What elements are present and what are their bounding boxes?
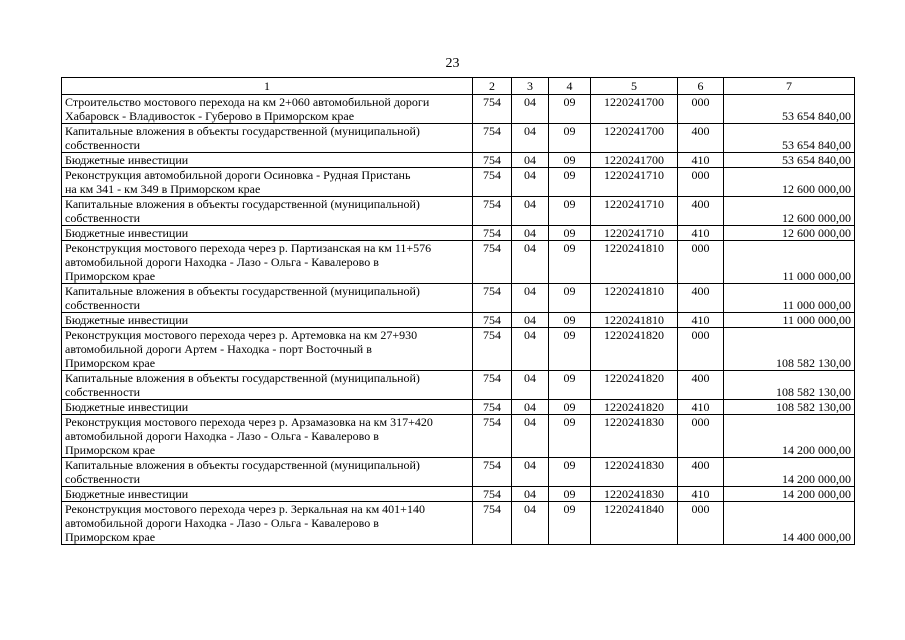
amount-cell: 53 654 840,00 [724, 124, 855, 153]
code-cell-c5: 1220241710 [591, 226, 678, 241]
row-name-line: Капитальные вложения в объекты государственной (муниципальной) [65, 124, 420, 138]
code-cell-c4: 09 [549, 241, 591, 284]
row-name-cell [62, 400, 473, 415]
table-row [62, 168, 855, 197]
code-cell-c4: 09 [549, 487, 591, 502]
code-cell-c6: 400 [678, 197, 724, 226]
code-cell-c2: 754 [473, 415, 512, 458]
code-cell-c5: 1220241810 [591, 284, 678, 313]
amount-cell: 11 000 000,00 [724, 313, 855, 328]
amount-cell: 11 000 000,00 [724, 241, 855, 284]
row-name-line: Бюджетные инвестиции [65, 313, 189, 327]
row-name-line: Капитальные вложения в объекты государственной (муниципальной) [65, 197, 420, 211]
code-cell-c2: 754 [473, 502, 512, 545]
code-cell-c2: 754 [473, 371, 512, 400]
row-name-line: Бюджетные инвестиции [65, 153, 189, 167]
column-header: 1 [62, 78, 473, 95]
code-cell-c4: 09 [549, 197, 591, 226]
code-cell-c5: 1220241710 [591, 168, 678, 197]
code-cell-c2: 754 [473, 284, 512, 313]
row-name-cell [62, 415, 473, 458]
row-name-line: Приморском крае [65, 356, 156, 370]
amount-cell: 14 400 000,00 [724, 502, 855, 545]
table-row [62, 458, 855, 487]
code-cell-c4: 09 [549, 313, 591, 328]
row-name-cell [62, 226, 473, 241]
row-name-line: собственности [65, 211, 141, 225]
code-cell-c3: 04 [512, 487, 549, 502]
row-name-line: автомобильной дороги Находка - Лазо - Ольга - Кавалерово в [65, 516, 379, 530]
table-row [62, 153, 855, 168]
row-name-line: Реконструкция мостового перехода через р. Зеркальная на км 401+140 [65, 502, 425, 516]
code-cell-c4: 09 [549, 95, 591, 124]
code-cell-c5: 1220241700 [591, 95, 678, 124]
table-header-row [62, 78, 855, 95]
row-name-cell [62, 168, 473, 197]
table-row [62, 313, 855, 328]
row-name-cell [62, 313, 473, 328]
code-cell-c6: 000 [678, 415, 724, 458]
row-name-cell [62, 284, 473, 313]
row-name-line: Реконструкция мостового перехода через р. Арзамазовка на км 317+420 [65, 415, 433, 429]
row-name-line: Реконструкция мостового перехода через р. Артемовка на км 27+930 [65, 328, 418, 342]
code-cell-c5: 1220241700 [591, 124, 678, 153]
code-cell-c4: 09 [549, 124, 591, 153]
code-cell-c2: 754 [473, 458, 512, 487]
code-cell-c6: 400 [678, 284, 724, 313]
column-header: 7 [724, 78, 855, 95]
code-cell-c3: 04 [512, 241, 549, 284]
table-row [62, 226, 855, 241]
table-row [62, 197, 855, 226]
code-cell-c4: 09 [549, 371, 591, 400]
row-name-line: собственности [65, 385, 141, 399]
table-row [62, 124, 855, 153]
code-cell-c6: 410 [678, 226, 724, 241]
table-row [62, 95, 855, 124]
code-cell-c4: 09 [549, 328, 591, 371]
amount-cell: 12 600 000,00 [724, 226, 855, 241]
code-cell-c2: 754 [473, 328, 512, 371]
code-cell-c5: 1220241820 [591, 328, 678, 371]
column-header: 3 [512, 78, 549, 95]
code-cell-c3: 04 [512, 313, 549, 328]
code-cell-c3: 04 [512, 502, 549, 545]
row-name-cell [62, 153, 473, 168]
table-row [62, 371, 855, 400]
code-cell-c3: 04 [512, 124, 549, 153]
code-cell-c3: 04 [512, 153, 549, 168]
code-cell-c4: 09 [549, 458, 591, 487]
code-cell-c2: 754 [473, 400, 512, 415]
code-cell-c5: 1220241830 [591, 415, 678, 458]
code-cell-c6: 000 [678, 95, 724, 124]
table-row [62, 328, 855, 371]
code-cell-c3: 04 [512, 284, 549, 313]
row-name-line: автомобильной дороги Находка - Лазо - Ольга - Кавалерово в [65, 429, 379, 443]
code-cell-c3: 04 [512, 400, 549, 415]
code-cell-c5: 1220241820 [591, 400, 678, 415]
row-name-line: Приморском крае [65, 530, 156, 544]
row-name-line: Реконструкция мостового перехода через р. Партизанская на км 11+576 [65, 241, 432, 255]
code-cell-c2: 754 [473, 313, 512, 328]
amount-cell: 108 582 130,00 [724, 371, 855, 400]
code-cell-c6: 410 [678, 313, 724, 328]
row-name-cell [62, 487, 473, 502]
code-cell-c2: 754 [473, 241, 512, 284]
amount-cell: 14 200 000,00 [724, 487, 855, 502]
amount-cell: 108 582 130,00 [724, 400, 855, 415]
row-name-cell [62, 458, 473, 487]
code-cell-c5: 1220241710 [591, 197, 678, 226]
code-cell-c6: 410 [678, 400, 724, 415]
code-cell-c6: 000 [678, 168, 724, 197]
code-cell-c2: 754 [473, 124, 512, 153]
code-cell-c3: 04 [512, 197, 549, 226]
code-cell-c2: 754 [473, 153, 512, 168]
amount-cell: 53 654 840,00 [724, 153, 855, 168]
code-cell-c6: 400 [678, 124, 724, 153]
code-cell-c5: 1220241830 [591, 487, 678, 502]
code-cell-c5: 1220241830 [591, 458, 678, 487]
code-cell-c6: 000 [678, 328, 724, 371]
row-name-line: Бюджетные инвестиции [65, 487, 189, 501]
page-number: 23 [445, 56, 460, 71]
row-name-line: Приморском крае [65, 269, 156, 283]
row-name-cell [62, 502, 473, 545]
row-name-line: Бюджетные инвестиции [65, 226, 189, 240]
table-row [62, 487, 855, 502]
row-name-line: Капитальные вложения в объекты государственной (муниципальной) [65, 458, 420, 472]
row-name-line: Хабаровск - Владивосток - Губерово в Приморском крае [65, 109, 355, 123]
table-row [62, 415, 855, 458]
code-cell-c4: 09 [549, 153, 591, 168]
table-row [62, 241, 855, 284]
column-header: 4 [549, 78, 591, 95]
row-name-line: Капитальные вложения в объекты государственной (муниципальной) [65, 371, 420, 385]
code-cell-c4: 09 [549, 284, 591, 313]
code-cell-c2: 754 [473, 95, 512, 124]
code-cell-c2: 754 [473, 197, 512, 226]
column-header: 2 [473, 78, 512, 95]
code-cell-c3: 04 [512, 415, 549, 458]
row-name-line: Приморском крае [65, 443, 156, 457]
code-cell-c2: 754 [473, 226, 512, 241]
row-name-line: Строительство мостового перехода на км 2+060 автомобильной дороги [65, 95, 430, 109]
code-cell-c4: 09 [549, 502, 591, 545]
table-row [62, 502, 855, 545]
row-name-line: на км 341 - км 349 в Приморском крае [65, 182, 261, 196]
code-cell-c6: 000 [678, 502, 724, 545]
amount-cell: 12 600 000,00 [724, 197, 855, 226]
table-row [62, 400, 855, 415]
row-name-line: автомобильной дороги Находка - Лазо - Ольга - Кавалерово в [65, 255, 379, 269]
row-name-cell [62, 197, 473, 226]
code-cell-c3: 04 [512, 168, 549, 197]
amount-cell: 11 000 000,00 [724, 284, 855, 313]
code-cell-c3: 04 [512, 371, 549, 400]
code-cell-c6: 400 [678, 371, 724, 400]
code-cell-c5: 1220241810 [591, 241, 678, 284]
code-cell-c4: 09 [549, 400, 591, 415]
code-cell-c4: 09 [549, 168, 591, 197]
code-cell-c6: 410 [678, 487, 724, 502]
row-name-line: собственности [65, 472, 141, 486]
table-row [62, 284, 855, 313]
amount-cell: 14 200 000,00 [724, 458, 855, 487]
row-name-line: автомобильной дороги Артем - Находка - порт Восточный в [65, 342, 372, 356]
code-cell-c3: 04 [512, 95, 549, 124]
row-name-line: Реконструкция автомобильной дороги Осиновка - Рудная Пристань [65, 168, 411, 182]
code-cell-c6: 400 [678, 458, 724, 487]
row-name-cell [62, 328, 473, 371]
budget-table [61, 77, 855, 545]
code-cell-c4: 09 [549, 226, 591, 241]
code-cell-c5: 1220241840 [591, 502, 678, 545]
code-cell-c3: 04 [512, 226, 549, 241]
code-cell-c4: 09 [549, 415, 591, 458]
row-name-cell [62, 95, 473, 124]
row-name-cell [62, 124, 473, 153]
row-name-line: Капитальные вложения в объекты государственной (муниципальной) [65, 284, 420, 298]
column-header: 5 [591, 78, 678, 95]
code-cell-c5: 1220241700 [591, 153, 678, 168]
amount-cell: 108 582 130,00 [724, 328, 855, 371]
row-name-cell [62, 371, 473, 400]
row-name-cell [62, 241, 473, 284]
code-cell-c6: 000 [678, 241, 724, 284]
code-cell-c2: 754 [473, 487, 512, 502]
row-name-line: Бюджетные инвестиции [65, 400, 189, 414]
row-name-line: собственности [65, 298, 141, 312]
code-cell-c5: 1220241820 [591, 371, 678, 400]
code-cell-c5: 1220241810 [591, 313, 678, 328]
amount-cell: 14 200 000,00 [724, 415, 855, 458]
amount-cell: 53 654 840,00 [724, 95, 855, 124]
code-cell-c6: 410 [678, 153, 724, 168]
amount-cell: 12 600 000,00 [724, 168, 855, 197]
column-header: 6 [678, 78, 724, 95]
code-cell-c2: 754 [473, 168, 512, 197]
row-name-line: собственности [65, 138, 141, 152]
code-cell-c3: 04 [512, 328, 549, 371]
code-cell-c3: 04 [512, 458, 549, 487]
